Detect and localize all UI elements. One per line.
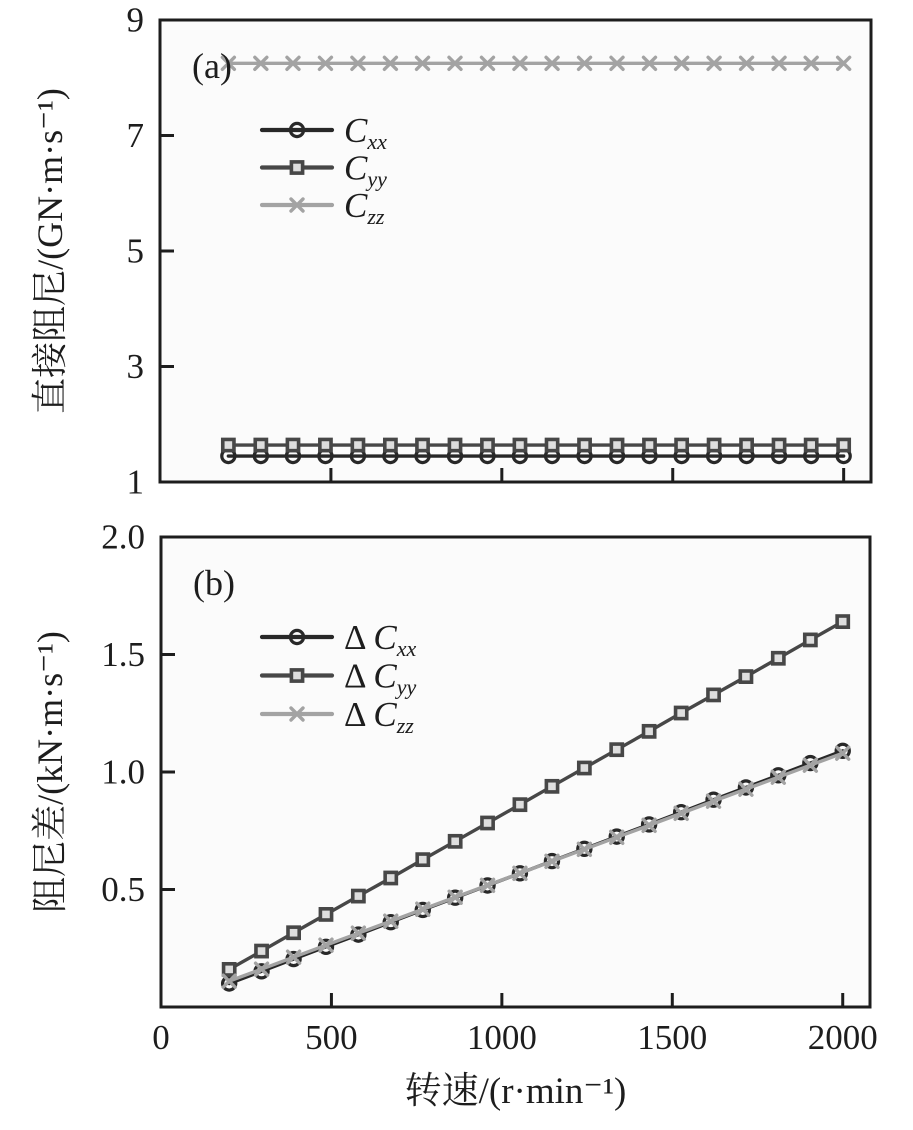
square-marker bbox=[482, 817, 493, 828]
square-marker bbox=[291, 670, 302, 681]
x-tick-label: 500 bbox=[305, 1018, 358, 1057]
square-marker bbox=[611, 744, 622, 755]
plot-frame bbox=[160, 20, 871, 482]
y-tick-label: 5 bbox=[126, 231, 144, 271]
square-marker bbox=[514, 439, 525, 450]
square-marker bbox=[676, 439, 687, 450]
square-marker bbox=[741, 439, 752, 450]
square-marker bbox=[320, 439, 331, 450]
y-tick-label: 0.5 bbox=[101, 870, 145, 909]
plot-frame bbox=[161, 537, 870, 1007]
square-marker bbox=[644, 726, 655, 737]
y-axis-label: 直接阻尼/(GN·m·s⁻¹) bbox=[30, 88, 70, 414]
x-tick-label: 1500 bbox=[637, 1018, 708, 1057]
square-marker bbox=[806, 439, 817, 450]
square-marker bbox=[579, 762, 590, 773]
square-marker bbox=[223, 439, 234, 450]
square-marker bbox=[611, 439, 622, 450]
y-tick-label: 1 bbox=[126, 462, 144, 502]
square-marker bbox=[450, 836, 461, 847]
square-marker bbox=[320, 909, 331, 920]
square-marker bbox=[708, 689, 719, 700]
panel-label: (a) bbox=[192, 46, 232, 86]
legend-label: Δ $C_{xx}$ bbox=[344, 617, 417, 661]
square-marker bbox=[385, 872, 396, 883]
panel-label: (b) bbox=[193, 563, 235, 603]
square-marker bbox=[352, 439, 363, 450]
square-marker bbox=[579, 439, 590, 450]
square-marker bbox=[482, 439, 493, 450]
square-marker bbox=[514, 799, 525, 810]
square-marker bbox=[837, 616, 848, 627]
square-marker bbox=[353, 890, 364, 901]
square-marker bbox=[546, 439, 557, 450]
square-marker bbox=[224, 964, 235, 975]
y-tick-label: 3 bbox=[126, 347, 144, 386]
x-tick-label: 1000 bbox=[466, 1018, 537, 1057]
square-marker bbox=[417, 439, 428, 450]
y-axis-label: 阻尼差/(kN·m·s⁻¹) bbox=[30, 631, 70, 913]
square-marker bbox=[676, 707, 687, 718]
panel-a bbox=[30, 1, 871, 502]
y-tick-label: 7 bbox=[126, 116, 144, 155]
square-marker bbox=[291, 162, 302, 173]
x-tick-label: 0 bbox=[152, 1018, 170, 1057]
square-marker bbox=[838, 439, 849, 450]
square-marker bbox=[449, 439, 460, 450]
square-marker bbox=[255, 439, 266, 450]
square-marker bbox=[740, 671, 751, 682]
panel-b bbox=[30, 518, 878, 1113]
legend-label: Δ $C_{zz}$ bbox=[344, 694, 414, 738]
square-marker bbox=[417, 854, 428, 865]
legend-label: $C_{xx}$ bbox=[344, 110, 387, 154]
x-axis-label: 转速/(r·min⁻¹) bbox=[404, 1071, 627, 1112]
square-marker bbox=[288, 927, 299, 938]
square-marker bbox=[287, 439, 298, 450]
square-marker bbox=[256, 945, 267, 956]
x-tick-label: 2000 bbox=[807, 1018, 878, 1057]
square-marker bbox=[773, 653, 784, 664]
y-tick-label: 1.5 bbox=[101, 635, 145, 674]
y-tick-label: 2.0 bbox=[101, 517, 145, 557]
square-marker bbox=[805, 634, 816, 645]
square-marker bbox=[385, 439, 396, 450]
square-marker bbox=[644, 439, 655, 450]
square-marker bbox=[546, 781, 557, 792]
square-marker bbox=[773, 439, 784, 450]
square-marker bbox=[709, 439, 720, 450]
legend-label: $C_{zz}$ bbox=[344, 185, 385, 229]
legend-label: Δ $C_{yy}$ bbox=[344, 656, 417, 699]
legend-label: $C_{yy}$ bbox=[344, 148, 387, 191]
y-tick-label: 9 bbox=[126, 0, 144, 40]
y-tick-label: 1.0 bbox=[101, 752, 145, 792]
